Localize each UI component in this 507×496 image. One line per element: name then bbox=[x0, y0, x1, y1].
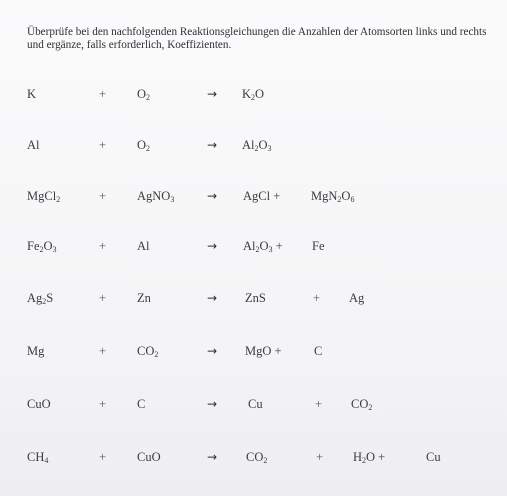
product-2: $MgN_2O_6$ bbox=[311, 189, 355, 204]
product-1: $CO_2$ bbox=[246, 450, 268, 465]
plus-sign: + bbox=[99, 239, 107, 253]
equation-row bbox=[0, 239, 507, 259]
reactant-1: Mg bbox=[27, 344, 45, 358]
plus-sign: + bbox=[315, 397, 323, 411]
task-instructions: Überprüfe bei den nachfolgenden Reaktionsgleichungen die Anzahlen der Atomsorten links und rechts und ergänze, falls erforderlich, Koeffizienten. bbox=[27, 26, 487, 51]
reactant-1: $Ag_2S$ bbox=[27, 291, 54, 306]
product-3: $H_2O$ + bbox=[353, 450, 386, 465]
reaction-arrow-icon: → bbox=[207, 344, 218, 358]
reactant-1: Al bbox=[27, 138, 40, 152]
product-1: MgO + bbox=[245, 344, 282, 358]
equation-row bbox=[0, 344, 507, 364]
product-2: Fe bbox=[312, 239, 325, 253]
reactant-2: Al bbox=[137, 239, 150, 253]
reaction-arrow-icon: → bbox=[207, 189, 218, 203]
plus-sign: + bbox=[99, 397, 107, 411]
plus-sign: + bbox=[99, 138, 107, 152]
reactant-1: CuO bbox=[27, 397, 51, 411]
plus-sign: + bbox=[99, 87, 107, 101]
reaction-arrow-icon: → bbox=[207, 87, 218, 101]
product-3: $CO_2$ bbox=[351, 397, 373, 412]
reaction-arrow-icon: → bbox=[207, 239, 218, 253]
plus-sign: + bbox=[99, 450, 107, 464]
equation-row bbox=[0, 189, 507, 209]
plus-sign: + bbox=[316, 450, 324, 464]
reactant-2: $CO_2$ bbox=[137, 344, 159, 359]
equation-row bbox=[0, 291, 507, 311]
reactant-2: $O_2$ bbox=[137, 87, 151, 102]
product-1: AgCl + bbox=[243, 189, 281, 203]
equation-row bbox=[0, 87, 507, 107]
product-1: Cu bbox=[248, 397, 263, 411]
reaction-arrow-icon: → bbox=[207, 138, 218, 152]
product-1: ZnS bbox=[245, 291, 266, 305]
plus-sign: + bbox=[313, 291, 321, 305]
reactant-1: $CH_4$ bbox=[27, 450, 49, 465]
reactant-2: AgNO$_3$ bbox=[137, 189, 175, 204]
product-1: $Al_2O_3$ bbox=[242, 138, 272, 153]
reactant-1: K bbox=[27, 87, 37, 101]
product-4: Cu bbox=[426, 450, 441, 464]
equation-row bbox=[0, 397, 507, 417]
plus-sign: + bbox=[99, 189, 107, 203]
equation-row bbox=[0, 138, 507, 158]
product-3: Ag bbox=[349, 291, 365, 305]
reaction-arrow-icon: → bbox=[207, 397, 218, 411]
product-1: $K_2O$ bbox=[242, 87, 265, 102]
plus-sign: + bbox=[99, 291, 107, 305]
reaction-arrow-icon: → bbox=[207, 450, 218, 464]
reactant-1: MgCl$_2$ bbox=[27, 189, 61, 204]
plus-sign: + bbox=[99, 344, 107, 358]
reactant-2: $O_2$ bbox=[137, 138, 151, 153]
reactant-2: Zn bbox=[137, 291, 151, 305]
equation-row bbox=[0, 450, 507, 470]
reactant-2: CuO bbox=[137, 450, 161, 464]
product-2: C bbox=[314, 344, 323, 358]
product-1: $Al_2O_3$ + bbox=[243, 239, 283, 254]
reaction-arrow-icon: → bbox=[207, 291, 218, 305]
reactant-1: $Fe_2O_3$ bbox=[27, 239, 57, 254]
reactant-2: C bbox=[137, 397, 146, 411]
